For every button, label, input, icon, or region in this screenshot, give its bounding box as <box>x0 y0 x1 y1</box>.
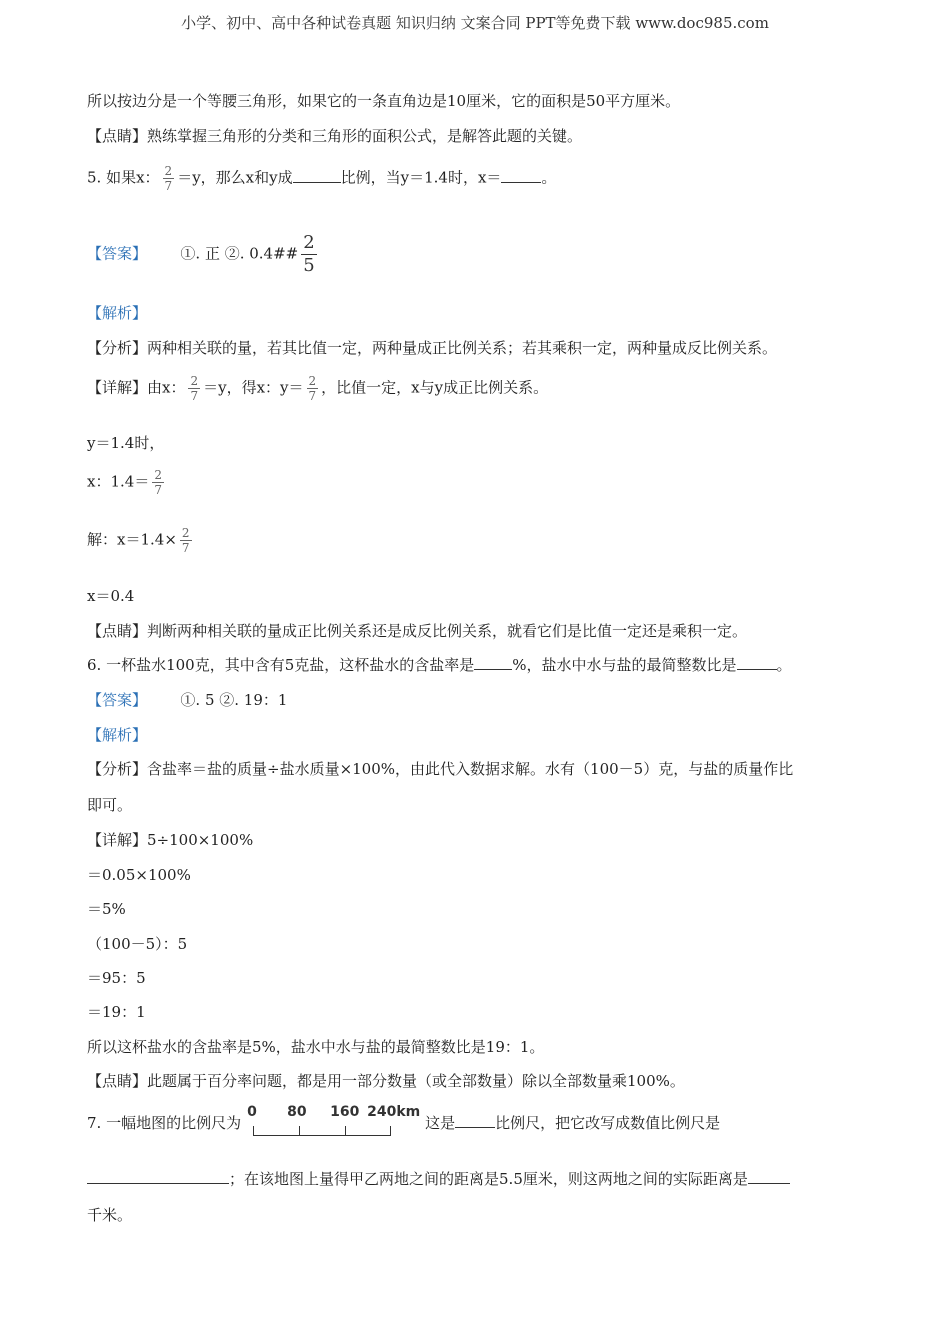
frac-num: 2 <box>190 374 199 388</box>
point-6: 【点睛】此题属于百分率问题，都是用一部分数量（或全部数量）除以全部数量乘100%。 <box>87 1072 685 1090</box>
frac-den: 7 <box>308 389 317 403</box>
detail-text: ＝y，得x：y＝ <box>203 378 304 397</box>
q5-text: 比例，当y＝1.4时，x＝ <box>340 168 502 187</box>
q5-text: 5. 如果x： <box>87 168 160 187</box>
analysis-6: 【分析】含盐率＝盐的质量÷盐水质量×100%，由此代入数据求解。水有（100－5）克，与盐的质量作比 <box>87 760 794 778</box>
answer-5 <box>87 232 320 277</box>
frac-num: 2 <box>308 374 317 388</box>
answer-6 <box>87 689 287 710</box>
calc-line: （100－5）：5 <box>87 935 188 953</box>
text-line: 所以按边分是一个等腰三角形，如果它的一条直角边是10厘米，它的面积是50平方厘米。 <box>87 92 681 110</box>
scale-label: 0 <box>247 1104 257 1120</box>
frac-num: 2 <box>154 468 162 482</box>
frac-den: 7 <box>164 179 173 193</box>
q7-text: ；在该地图上量得甲乙两地之间的距离是5.5厘米，则这两地之间的实际距离是 <box>229 1170 748 1188</box>
q5-text: ＝y，那么x和y成 <box>177 168 293 187</box>
jiexi-tag: 【解析】 <box>87 726 148 744</box>
jiexi-tag: 【解析】 <box>87 304 148 322</box>
q5-text: 。 <box>541 168 557 187</box>
frac-num: 2 <box>181 526 190 540</box>
answer-text: ①. 5 ②. 19：1 <box>180 691 288 709</box>
q7-text: 这是 <box>425 1114 456 1132</box>
fraction <box>188 374 200 403</box>
q6-text: %，盐水中水与盐的最简整数比是 <box>512 656 737 674</box>
scale-label: 80 <box>287 1104 307 1120</box>
scale-label: 240km <box>367 1104 421 1120</box>
question-5 <box>87 164 556 193</box>
answer-blank[interactable] <box>737 655 777 670</box>
scale-label: 160 <box>330 1104 360 1120</box>
answer-blank[interactable] <box>748 1169 790 1184</box>
conclusion-6: 所以这杯盐水的含盐率是5%，盐水中水与盐的最简整数比是19：1。 <box>87 1038 545 1056</box>
frac-den: 7 <box>190 389 199 403</box>
frac-den: 7 <box>181 541 190 555</box>
frac-num: 2 <box>303 232 315 253</box>
step-line: x＝0.4 <box>87 587 135 605</box>
q7-text: 7. 一幅地图的比例尺为 <box>87 1114 242 1132</box>
detail-text: 【详解】由x： <box>87 378 186 397</box>
detail-5 <box>87 374 548 403</box>
detail-text: ，比值一定，x与y成正比例关系。 <box>321 378 549 397</box>
calc-line: ＝0.05×100% <box>87 866 191 884</box>
answer-blank[interactable] <box>455 1113 495 1128</box>
scale-tick <box>345 1126 346 1135</box>
point-5: 【点睛】判断两种相关联的量成正比例关系还是成反比例关系，就看它们是比值一定还是乘积一定。 <box>87 622 748 640</box>
frac-den: 7 <box>154 483 162 497</box>
fraction <box>301 232 316 277</box>
step-line <box>87 468 167 497</box>
step-text: x：1.4＝ <box>87 472 150 491</box>
question-7-cont <box>87 1168 790 1189</box>
scale-tick <box>299 1126 300 1135</box>
scale-line <box>253 1135 391 1136</box>
answer-blank[interactable] <box>293 168 341 183</box>
question-6 <box>87 654 792 675</box>
answer-blank[interactable] <box>501 168 541 183</box>
step-text: 解：x＝1.4× <box>87 530 177 549</box>
page-header: 小学、初中、高中各种试卷真题 知识归纳 文案合同 PPT等免费下载 www.doc985.com <box>181 14 769 32</box>
fraction <box>180 526 192 555</box>
answer-tag: 【答案】 <box>87 691 148 709</box>
scale-tick <box>253 1126 254 1135</box>
fraction <box>307 374 319 403</box>
calc-line: ＝19：1 <box>87 1003 146 1021</box>
scale-bar <box>247 1102 419 1146</box>
q6-text: 。 <box>776 656 792 674</box>
answer-text: ①. 正 ②. 0.4## <box>180 244 299 263</box>
question-7-end: 千米。 <box>87 1206 133 1224</box>
answer-blank[interactable] <box>474 655 512 670</box>
analysis-6: 即可。 <box>87 796 133 814</box>
scale-tick <box>390 1126 391 1135</box>
answer-tag: 【答案】 <box>87 244 148 263</box>
calc-line: ＝95：5 <box>87 969 146 987</box>
text-line: 【点睛】熟练掌握三角形的分类和三角形的面积公式，是解答此题的关键。 <box>87 127 583 145</box>
q7-text: 比例尺，把它改写成数值比例尺是 <box>495 1114 721 1132</box>
question-7 <box>87 1102 720 1146</box>
step-line <box>87 526 195 555</box>
fraction <box>152 468 164 497</box>
frac-num: 2 <box>164 164 173 178</box>
answer-blank[interactable] <box>87 1169 229 1184</box>
q6-text: 6. 一杯盐水100克，其中含有5克盐，这杯盐水的含盐率是 <box>87 656 475 674</box>
step-line: y＝1.4时， <box>87 434 165 452</box>
calc-line: ＝5% <box>87 900 126 918</box>
detail-6: 【详解】5÷100×100% <box>87 831 254 849</box>
analysis-5: 【分析】两种相关联的量，若其比值一定，两种量成正比例关系；若其乘积一定，两种量成反比例关系。 <box>87 339 778 357</box>
fraction <box>163 164 175 193</box>
frac-den: 5 <box>303 255 315 276</box>
